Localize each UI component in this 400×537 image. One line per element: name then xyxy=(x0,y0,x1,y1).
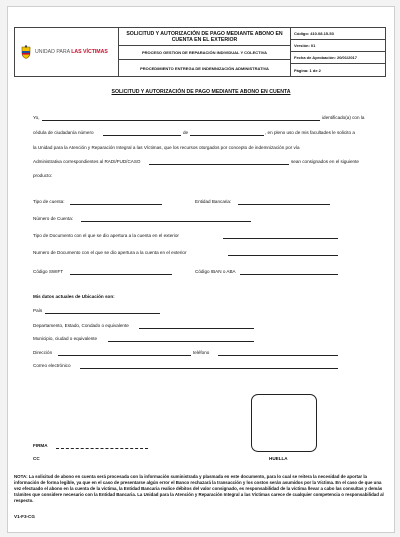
ubicacion-heading: Mis datos actuales de Ubicación son: xyxy=(33,294,115,299)
iban-field[interactable] xyxy=(240,274,338,275)
procedure-label: PROCEDIMIENTO ENTREGA DE INDEMNIZACIÓN ADMINISTRATIVA xyxy=(119,60,291,76)
pages-label: Página: 1 de 2 xyxy=(294,67,321,73)
header-table xyxy=(14,27,386,77)
de-label: de xyxy=(183,130,189,135)
identificado-label: identificado(a) con la xyxy=(322,115,365,120)
municipio-label: Municipio, ciudad o equivalente xyxy=(33,336,98,341)
cedula-field[interactable] xyxy=(103,135,181,136)
radicado-field[interactable] xyxy=(149,164,289,165)
document-page xyxy=(7,6,395,533)
telefono-field[interactable] xyxy=(218,355,338,356)
departamento-field[interactable] xyxy=(139,328,254,329)
firma-field[interactable] xyxy=(56,448,148,449)
correo-label: Correo electrónico xyxy=(33,363,71,368)
name-field[interactable] xyxy=(42,120,320,121)
producto-label: producto: xyxy=(33,173,53,178)
correo-field[interactable] xyxy=(80,368,338,369)
admin-label: Administrativa correspondientes al RADI/FUD/CASO xyxy=(33,159,141,164)
paragraph-line-3: la Unidad para la Atención y Reparación Integral a las Víctimas, que los recursos otorgados por concepto de indemnización por vía xyxy=(33,145,300,150)
document-title: SOLICITUD Y AUTORIZACIÓN DE PAGO MEDIANTE ABONO EN CUENTA xyxy=(111,89,291,95)
fingerprint-box xyxy=(251,394,317,452)
tipo-documento-field[interactable] xyxy=(223,238,338,239)
sean-label: sean consignados en el siguiente xyxy=(291,159,359,164)
footer-code: V1-F3-CG xyxy=(14,514,35,519)
form-title: SOLICITUD Y AUTORIZACIÓN DE PAGO MEDIANTE ABONO EN CUENTA EN EL EXTERIOR xyxy=(119,28,291,46)
entidad-bancaria-label: Entidad Bancaria: xyxy=(195,199,232,204)
telefono-label: teléfono xyxy=(193,350,210,355)
cedula-label: cédula de ciudadanía número xyxy=(33,130,94,135)
tipo-documento-label: Tipo de Documento con el que se dio apertura a la cuenta en el exterior xyxy=(33,233,179,238)
iban-label: Código IBAN o ABA xyxy=(195,269,236,274)
numero-documento-field[interactable] xyxy=(228,255,338,256)
numero-cuenta-field[interactable] xyxy=(81,221,251,222)
logo-text: UNIDAD PARA LAS VÍCTIMAS xyxy=(35,49,108,55)
pais-label: País xyxy=(33,308,43,313)
swift-field[interactable] xyxy=(70,274,172,275)
cc-label: CC xyxy=(33,456,40,461)
numero-cuenta-label: Número de Cuenta: xyxy=(33,216,74,221)
entidad-bancaria-field[interactable] xyxy=(238,204,330,205)
municipio-field[interactable] xyxy=(108,341,254,342)
firma-label: FIRMA xyxy=(33,443,48,448)
expedicion-field[interactable] xyxy=(190,135,264,136)
direccion-field[interactable] xyxy=(58,355,191,356)
process-label: PROCESO GESTION DE REPARACIÓN INDIVIDUAL Y COLECTIVA xyxy=(119,46,291,60)
swift-label: Código SWIFT xyxy=(33,269,64,274)
huella-label: HUELLA xyxy=(269,456,288,461)
tipo-cuenta-label: Tipo de cuenta: xyxy=(33,199,65,204)
numero-documento-label: Numero de Documento con el que se dio apertura a la cuenta en el exterior xyxy=(33,250,187,255)
nota-text: NOTA: La solicitud de abono en cuenta será procesada con la información suministrada y plasmada en este documento, para lo cual se reitera la necesidad de aportar la información de forma legible, ya que en el caso de presentarse algún error el Banco rechazará la transacción y los costos serán asumidos por la Víctima. En el caso de que una vez efectuado el abono en la cuenta de la víctima, la Entidad Bancaria realice débitos del valor consignado, es responsabilidad de la víctima llevar a cabo las consultas y demás trámites que considere necesario con la Entidad Bancaria. La Unidad para la Atención y Reparación Integral a las Víctimas carece de cualquier competencia o responsabilidad al respecto. xyxy=(14,474,384,503)
version-label: Versión: 01 xyxy=(291,40,385,52)
tipo-cuenta-field[interactable] xyxy=(70,204,162,205)
coat-of-arms-icon xyxy=(21,45,31,59)
approval-date-label: Fecha de Aprobación: 20/01/2017 xyxy=(291,52,385,64)
code-label: Código: 410.08.15-53 xyxy=(291,28,385,40)
pleno-label: , en pleno uso de mis facultades le solicito a xyxy=(265,130,355,135)
logo-cell xyxy=(15,28,119,76)
pais-field[interactable] xyxy=(45,313,160,314)
direccion-label: Dirección xyxy=(33,350,53,355)
yo-label: Yo, xyxy=(33,115,40,120)
departamento-label: Departamento, Estado, Condado o equivalente xyxy=(33,323,129,328)
